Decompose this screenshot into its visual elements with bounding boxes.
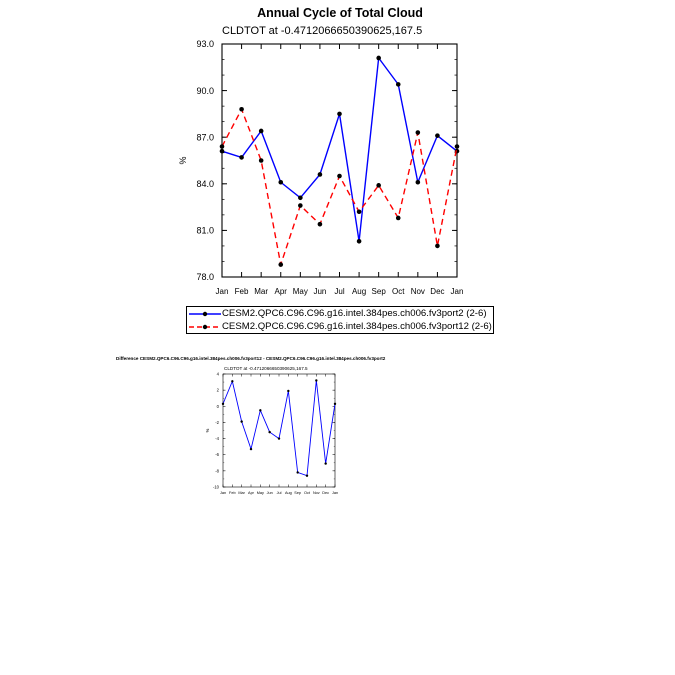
x-tick-label: Jan <box>219 491 227 495</box>
y-tick-label: -6 <box>215 452 219 458</box>
x-tick-label: Feb <box>229 491 236 495</box>
y-axis-label: % <box>205 428 210 433</box>
y-tick-label: 90.0 <box>196 85 214 96</box>
x-tick-label: Oct <box>392 287 405 296</box>
data-point <box>231 380 233 382</box>
x-tick-label: Oct <box>304 491 310 495</box>
x-tick-label: Jun <box>266 491 273 495</box>
x-tick-label: Mar <box>254 287 269 296</box>
x-tick-label: Sep <box>371 287 386 296</box>
legend-label: CESM2.QPC6.C96.C96.g16.intel.384pes.ch006.fv3port2 (2-6) <box>222 308 487 319</box>
x-tick-label: Feb <box>234 287 249 296</box>
chart-title: Annual Cycle of Total Cloud <box>257 6 423 20</box>
chart-subtitle: CLDTOT at -0.4712066650390625,167.5 <box>222 25 423 37</box>
y-tick-label: -4 <box>215 436 219 442</box>
y-tick-label: 2 <box>216 387 219 393</box>
x-tick-label: Aug <box>351 287 367 296</box>
data-point <box>296 471 298 473</box>
x-tick-label: Apr <box>248 491 254 495</box>
data-point <box>268 431 270 433</box>
x-tick-label: Jul <box>334 287 345 296</box>
data-point <box>315 379 317 381</box>
x-tick-label: Jul <box>276 491 282 495</box>
data-point <box>306 475 308 477</box>
y-tick-label: -2 <box>215 419 219 425</box>
x-tick-label: Jun <box>313 287 327 296</box>
y-axis-label: % <box>178 156 188 165</box>
difference-chart-subtitle: CLDTOT at -0.4712066650390625,167.5 <box>224 366 308 371</box>
y-tick-label: 84.0 <box>196 178 214 189</box>
data-point <box>334 403 336 405</box>
x-tick-label: Dec <box>430 287 445 296</box>
y-tick-label: 81.0 <box>196 225 214 236</box>
x-tick-label: Nov <box>410 287 425 296</box>
data-point <box>287 390 289 392</box>
x-tick-label: May <box>292 287 308 296</box>
x-tick-label: Sep <box>294 491 302 495</box>
data-point <box>250 448 252 450</box>
data-point <box>259 409 261 411</box>
plot-frame <box>223 374 335 487</box>
x-tick-label: Dec <box>322 491 330 495</box>
y-tick-label: 78.0 <box>196 272 214 283</box>
data-point <box>278 437 280 439</box>
x-tick-label: Mar <box>238 491 245 495</box>
x-tick-label: Aug <box>284 491 292 495</box>
y-tick-label: -10 <box>212 484 219 490</box>
y-tick-label: 0 <box>216 403 219 409</box>
difference-chart-title: Difference CESM2.QPC6.C96.C96.g16.intel.384pes.ch006.fv3port12 - CESM2.QPC6.C96.C96.g16.intel.384pes.ch006.fv3port2 <box>116 356 386 361</box>
x-tick-label: May <box>256 491 264 495</box>
data-point <box>222 403 224 405</box>
x-tick-label: Jan <box>215 287 229 296</box>
y-tick-label: 87.0 <box>196 132 214 143</box>
data-point <box>240 420 242 422</box>
x-tick-label: Apr <box>274 287 287 296</box>
data-point <box>324 462 326 464</box>
x-tick-label: Nov <box>312 491 320 495</box>
y-tick-label: 4 <box>216 371 219 377</box>
legend-label: CESM2.QPC6.C96.C96.g16.intel.384pes.ch006.fv3port12 (2-6) <box>222 321 492 332</box>
series-line-0 <box>223 380 335 475</box>
x-tick-label: Jan <box>450 287 464 296</box>
y-tick-label: 93.0 <box>196 39 214 50</box>
x-tick-label: Jan <box>331 491 339 495</box>
y-tick-label: -8 <box>215 468 219 474</box>
